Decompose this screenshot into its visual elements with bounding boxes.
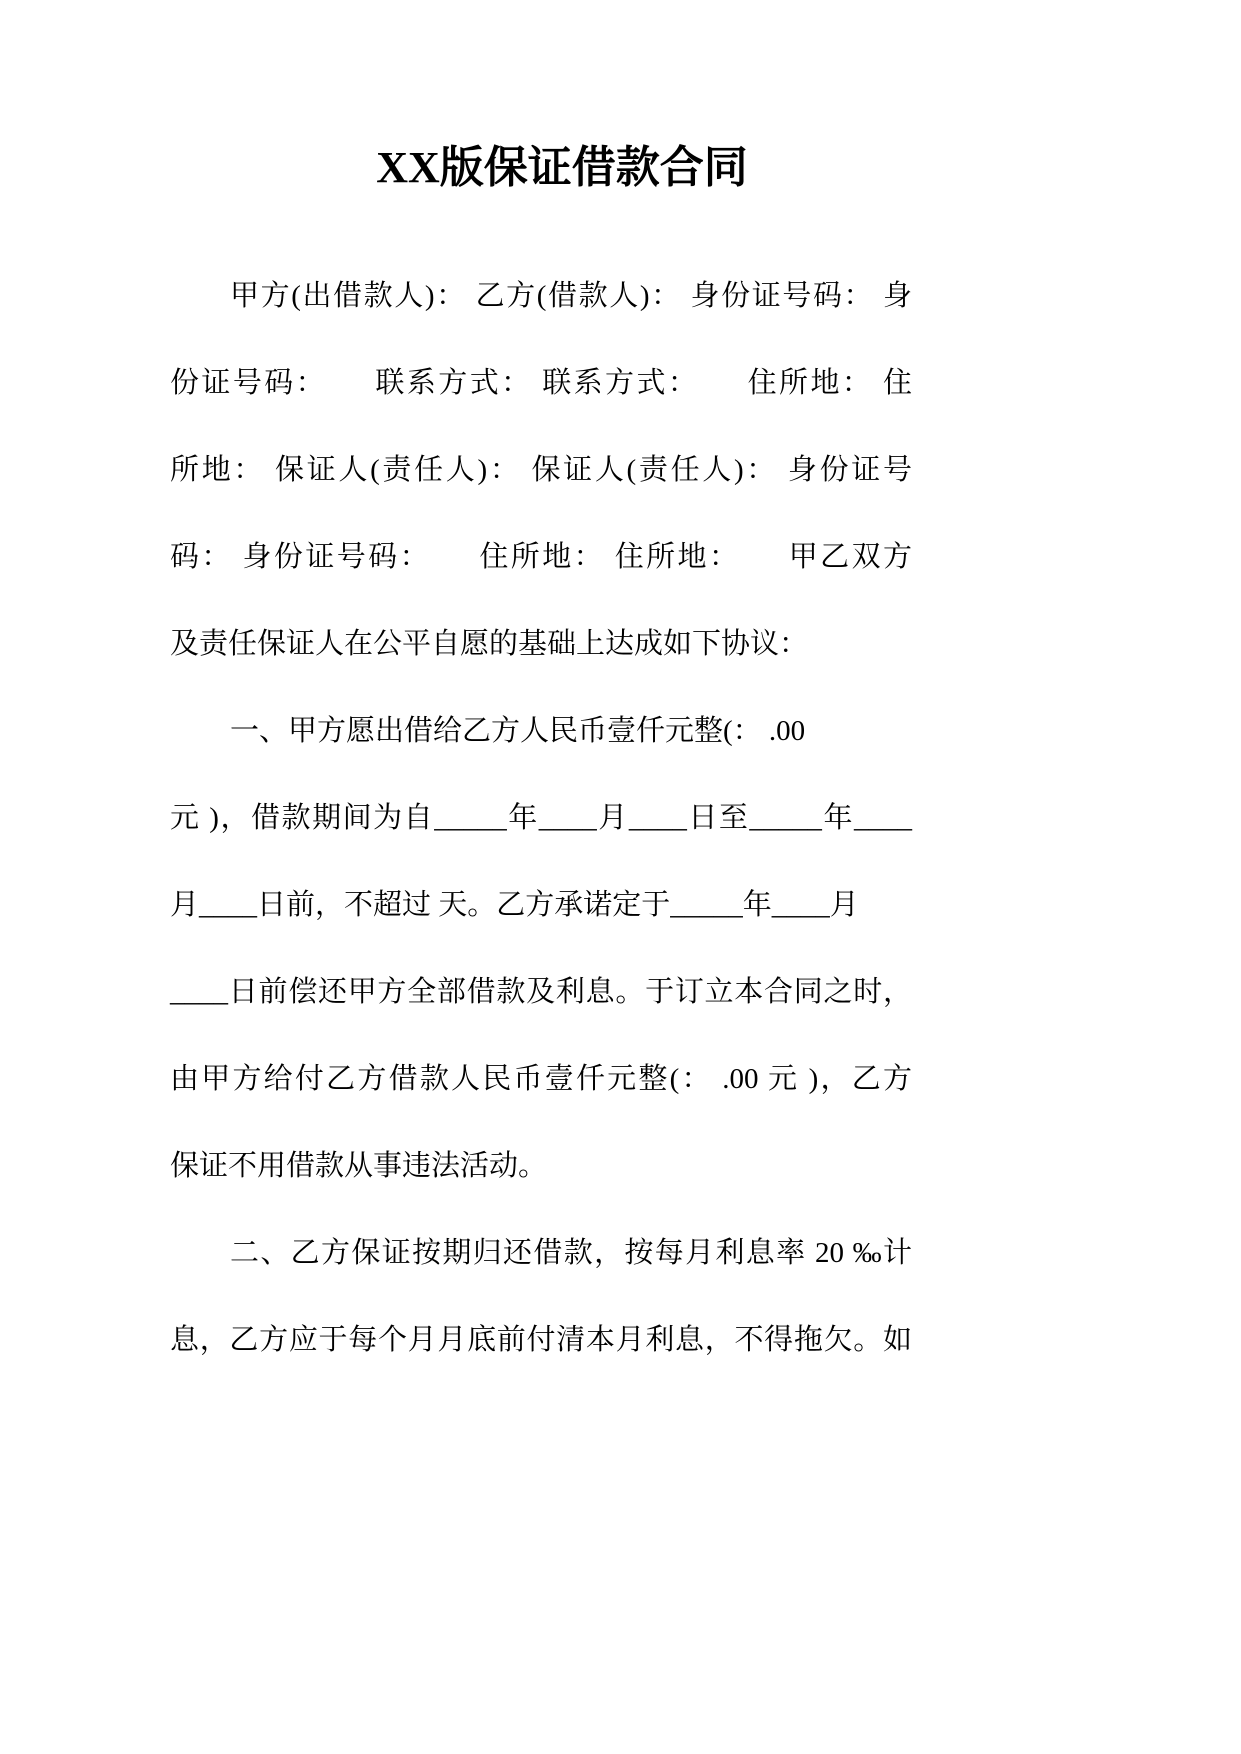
text-line: 甲方(出借款人)： 乙方(借款人)： 身份证号码： 身 [230, 280, 912, 312]
paragraph-clause-1 [170, 688, 912, 1210]
text-line: 月____日前，不超过 天。乙方承诺定于_____年____月 [170, 889, 859, 921]
text-line: 及责任保证人在公平自愿的基础上达成如下协议： [170, 628, 809, 660]
text-line: 保证不用借款从事违法活动。 [170, 1150, 548, 1182]
text-line: 息，乙方应于每个月月底前付清本月利息，不得拖欠。如 [170, 1324, 912, 1356]
document-body [170, 253, 912, 1384]
document-title: XX版保证借款合同 [376, 143, 748, 192]
paragraph-parties [170, 253, 912, 688]
text-line: 所地： 保证人(责任人)： 保证人(责任人)： 身份证号 [170, 454, 912, 486]
text-line: 一、甲方愿出借给乙方人民币壹仟元整(： .00 [230, 715, 806, 747]
text-line: 由甲方给付乙方借款人民币壹仟元整(： .00 元 )，乙方 [170, 1063, 912, 1095]
paragraph-clause-2 [170, 1210, 912, 1384]
text-line: 份证号码： 联系方式： 联系方式： 住所地： 住 [170, 367, 912, 399]
text-line: 元 )，借款期间为自_____年____月____日至_____年____ [170, 802, 912, 834]
text-line: 码： 身份证号码： 住所地： 住所地： 甲乙双方 [170, 541, 912, 573]
text-line: 二、乙方保证按期归还借款，按每月利息率 20 ‰计 [230, 1237, 912, 1269]
text-line: ____日前偿还甲方全部借款及利息。于订立本合同之时， [170, 976, 912, 1008]
